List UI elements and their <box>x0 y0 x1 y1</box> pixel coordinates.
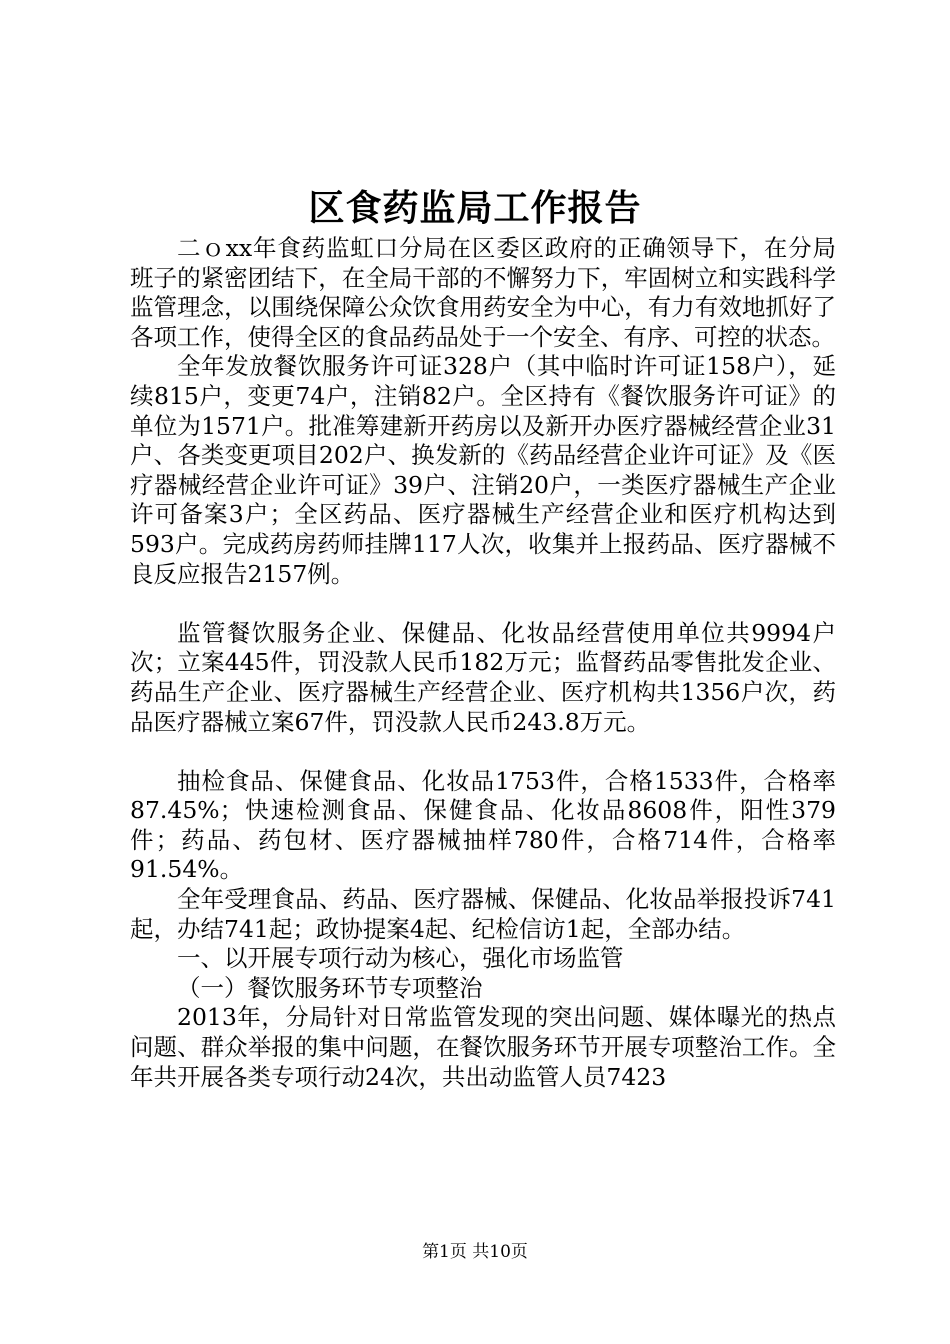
section-heading-1: 一、以开展专项行动为核心，强化市场监管 <box>177 944 624 973</box>
subsection-heading-1: （一）餐饮服务环节专项整治 <box>177 973 483 1002</box>
paragraph-complaints: 全年受理食品、药品、医疗器械、保健品、化妆品举报投诉741起，办结741起；政协提案4起、纪检信访1起，全部办结。 <box>130 885 836 943</box>
paragraph-special-actions: 2013年，分局针对日常监管发现的突出问题、媒体曝光的热点问题、群众举报的集中问题，在餐饮服务环节开展专项整治工作。全年共开展各类专项行动24次，共出动监管人员7423 <box>130 1003 836 1091</box>
paragraph-supervision: 监管餐饮服务企业、保健品、化妆品经营使用单位共9994户次；立案445件，罚没款人民币182万元；监督药品零售批发企业、药品生产企业、医疗器械生产经营企业、医疗机构共1356户次，药品医疗器械立案67件，罚没款人民币243.8万元。 <box>130 618 836 736</box>
paragraph-sampling: 抽检食品、保健食品、化妆品1753件，合格1533件，合格率87.45%；快速检测食品、保健食品、化妆品8608件，阳性379件；药品、药包材、医疗器械抽样780件，合格714件，合格率91.54%。 <box>130 766 836 884</box>
paragraph-licenses: 全年发放餐饮服务许可证328户（其中临时许可证158户），延续815户，变更74户，注销82户。全区持有《餐饮服务许可证》的单位为1571户。批准筹建新开药房以及新开办医疗器械经营企业31户、各类变更项目202户、换发新的《药品经营企业许可证》及《医疗器械经营企业许可证》39户、注销20户，一类医疗器械生产企业许可备案3户；全区药品、医疗器械生产经营企业和医疗机构达到593户。完成药房药师挂牌117人次，收集并上报药品、医疗器械不良反应报告2157例。 <box>130 352 836 588</box>
document-body <box>130 234 836 1092</box>
page-number-footer: 第1页 共10页 <box>422 1242 528 1262</box>
paragraph-intro: 二ｏxx年食药监虹口分局在区委区政府的正确领导下，在分局班子的紧密团结下，在全局干部的不懈努力下，牢固树立和实践科学监管理念，以围绕保障公众饮食用药安全为中心，有力有效地抓好了各项工作，使得全区的食品药品处于一个安全、有序、可控的状态。 <box>130 234 836 351</box>
document-title: 区食药监局工作报告 <box>308 187 642 229</box>
